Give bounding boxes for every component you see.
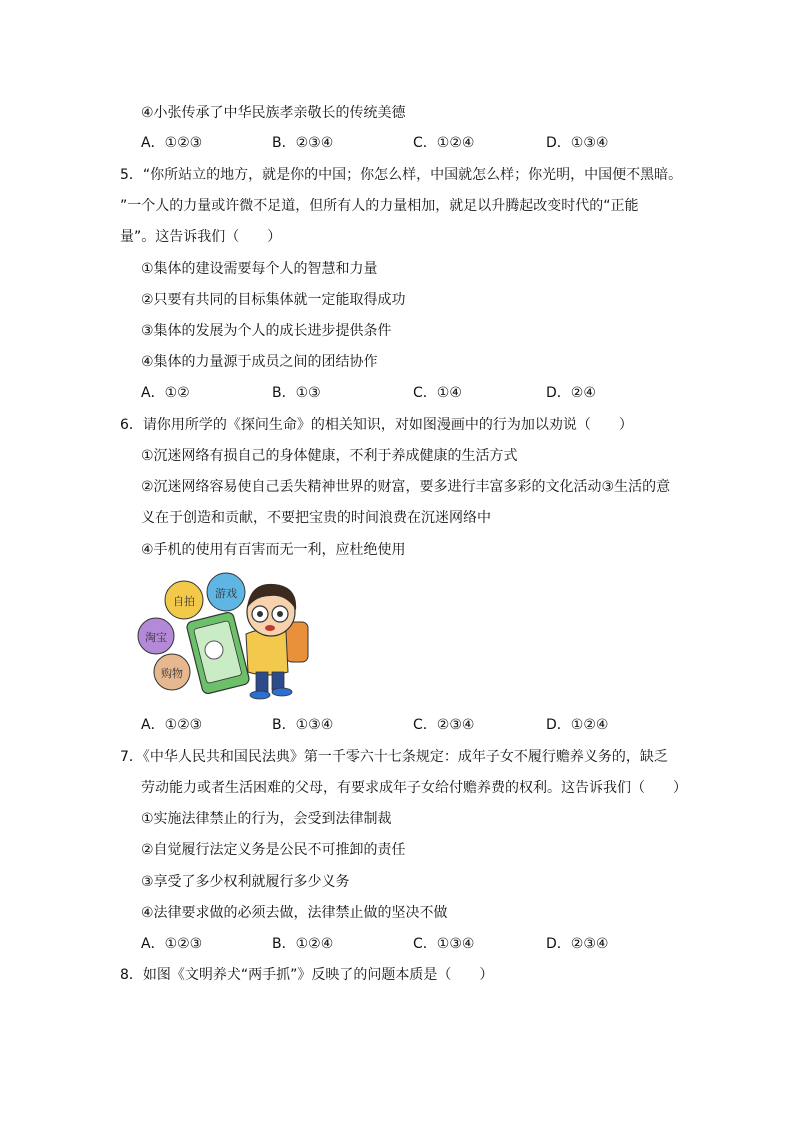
q4-option-a: A．①②③ <box>141 135 203 151</box>
q7-statement-4: ④法律要求做的必须去做，法律禁止做的坚决不做 <box>141 905 448 921</box>
q5-statement-4: ④集体的力量源于成员之间的团结协作 <box>141 354 378 370</box>
q5-stem-line-3: 量”。这告诉我们（ ） <box>120 229 282 245</box>
q6-option-b: B．①③④ <box>272 717 334 733</box>
q6-statement-2-line-1: ②沉迷网络容易使自己丢失精神世界的财富，要多进行丰富多彩的文化活动③生活的意 <box>141 479 671 495</box>
bubble-taobao <box>138 618 174 654</box>
phone-addiction-cartoon <box>136 568 316 704</box>
q7-option-a: A．①②③ <box>141 936 203 952</box>
q5-stem-line-1: 5．“你所站立的地方，就是你的中国；你怎么样，中国就怎么样；你光明，中国便不黑暗。 <box>120 167 683 183</box>
q8-stem-line-1: 8．如图《文明养犬“两手抓”》反映了的问题本质是（ ） <box>120 967 494 983</box>
q4-statement-4: ④小张传承了中华民族孝亲敬长的传统美德 <box>141 105 406 121</box>
bubble-selfie-label: 自拍 <box>173 595 195 608</box>
q7-stem-line-2: 劳动能力或者生活困难的父母，有要求成年子女给付赡养费的权利。这告诉我们（ ） <box>141 780 687 796</box>
q7-stem-line-1: 7．《中华人民共和国民法典》第一千零六十七条规定：成年子女不履行赡养义务的，缺乏 <box>120 749 668 765</box>
q6-option-a: A．①②③ <box>141 717 203 733</box>
bubble-selfie <box>165 581 203 619</box>
bubble-game-label: 游戏 <box>215 587 237 600</box>
q6-option-c: C．②③④ <box>413 717 475 733</box>
q7-statement-1: ①实施法律禁止的行为，会受到法律制裁 <box>141 811 392 827</box>
q7-statement-3: ③享受了多少权利就履行多少义务 <box>141 874 350 890</box>
boy-figure <box>246 584 308 699</box>
q5-option-a: A．①② <box>141 385 190 401</box>
q5-option-b: B．①③ <box>272 385 321 401</box>
bubble-shopping <box>154 654 190 690</box>
q6-option-d: D．①②④ <box>546 717 609 733</box>
q7-statement-2: ②自觉履行法定义务是公民不可推卸的责任 <box>141 842 406 858</box>
phone-icon <box>186 611 250 694</box>
q7-option-b: B．①②④ <box>272 936 334 952</box>
q6-statement-2-line-2: 义在于创造和贡献，不要把宝贵的时间浪费在沉迷网络中 <box>141 510 491 526</box>
bubble-game <box>207 573 245 611</box>
q4-option-c: C．①②④ <box>413 135 475 151</box>
bubble-taobao-label: 淘宝 <box>145 631 167 644</box>
q5-statement-2: ②只要有共同的目标集体就一定能取得成功 <box>141 292 406 308</box>
q5-option-d: D．②④ <box>546 385 596 401</box>
q7-option-d: D．②③④ <box>546 936 609 952</box>
q5-statement-1: ①集体的建设需要每个人的智慧和力量 <box>141 261 378 277</box>
q5-stem-line-2: ”一个人的力量或许微不足道，但所有人的力量相加，就足以升腾起改变时代的“正能 <box>120 198 639 214</box>
q6-statement-1: ①沉迷网络有损自己的身体健康，不利于养成健康的生活方式 <box>141 448 518 464</box>
q5-option-c: C．①④ <box>413 385 462 401</box>
q6-statement-4: ④手机的使用有百害而无一利，应杜绝使用 <box>141 542 406 558</box>
bubble-shopping-label: 购物 <box>161 667 183 680</box>
q5-statement-3: ③集体的发展为个人的成长进步提供条件 <box>141 323 392 339</box>
q4-option-d: D．①③④ <box>546 135 609 151</box>
q6-stem-line-1: 6．请你用所学的《探问生命》的相关知识，对如图漫画中的行为加以劝说（ ） <box>120 417 633 433</box>
q4-option-b: B．②③④ <box>272 135 334 151</box>
q7-option-c: C．①③④ <box>413 936 475 952</box>
